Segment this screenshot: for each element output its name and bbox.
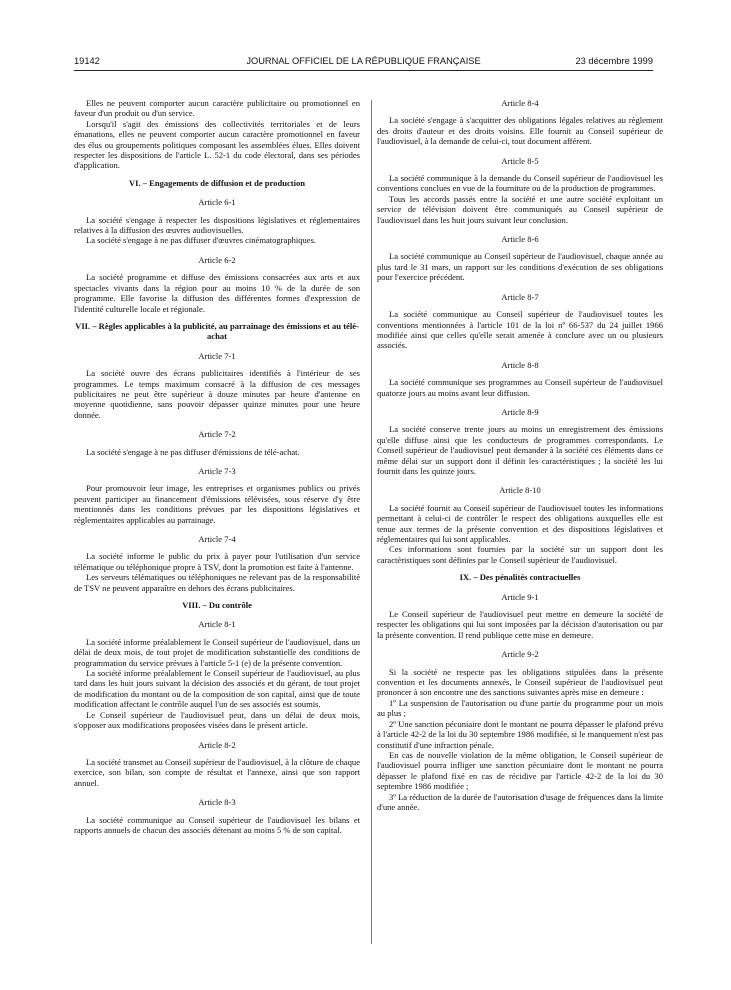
article-heading: Article 8-2 bbox=[198, 739, 236, 750]
section-heading: IX. – Des pénalités contractuelles bbox=[459, 572, 581, 583]
article-heading: Article 7-2 bbox=[198, 429, 236, 440]
article-heading: Article 7-3 bbox=[198, 465, 236, 476]
paragraph: La société communique ses programmes au Conseil supérieur de l'audiovisuel quatorze jours au moins avant leur diffusion. bbox=[377, 377, 663, 398]
paragraph: La société communique à la demande du Conseil supérieur de l'audiovisuel les conventions conclues en vue de la fourniture ou de la production de programmes. bbox=[377, 173, 663, 194]
paragraph: Elles ne peuvent comporter aucun caractère publicitaire ou promotionnel en faveur d'un produit ou d'un service. bbox=[74, 98, 360, 119]
header-rule bbox=[74, 70, 653, 71]
paragraph: Si la société ne respecte pas les obligations stipulées dans la présente convention et les documents annexés, le Conseil supérieur de l'audiovisuel peut prononcer à son encontre une des sanctions suivantes après mise en demeure : bbox=[377, 666, 663, 698]
article-heading: Article 8-1 bbox=[198, 619, 236, 630]
paragraph: 1º La suspension de l'autorisation ou d'une partie du programme pour un mois au plus ; bbox=[377, 697, 663, 719]
paragraph: Pour promouvoir leur image, les entreprises et organismes publics ou privés peuvent participer au financement d'émissions télévisées, sous réserve d'y être mentionnés dans les conditions prévues par les dispositions législatives et réglementaires applicables au parrainage. bbox=[74, 483, 360, 525]
article-heading: Article 8-8 bbox=[501, 359, 539, 370]
journal-title: JOURNAL OFFICIEL DE LA RÉPUBLIQUE FRANÇAISE bbox=[246, 56, 481, 66]
paragraph: 3º La réduction de la durée de l'autorisation d'usage de fréquences dans la limite d'une année. bbox=[377, 791, 663, 812]
paragraph: La société communique au Conseil supérieur de l'audiovisuel les bilans et rapports annuels de chacun des associés détenant au moins 5 % de son capital. bbox=[74, 814, 360, 835]
paragraph: La société s'engage à ne pas diffuser d'œuvres cinématographiques. bbox=[86, 235, 317, 246]
article-heading: Article 9-2 bbox=[501, 649, 539, 660]
paragraph: La société fournit au Conseil supérieur de l'audiovisuel toutes les informations permettant à celui-ci de contrôler le respect des obligations auxquelles elle est tenue aux termes de la présente convention et des dispositions législatives et réglementaires qui lui sont applicables. bbox=[377, 502, 663, 544]
paragraph: La société communique au Conseil supérieur de l'audiovisuel, chaque année au plus tard le 31 mars, un rapport sur les conditions d'exécution de ses obligations pour l'exercice précédent. bbox=[377, 251, 663, 283]
article-heading: Article 8-3 bbox=[198, 797, 236, 808]
article-heading: Article 6-1 bbox=[198, 197, 236, 208]
section-heading: VIII. – Du contrôle bbox=[182, 600, 252, 611]
right-column bbox=[377, 98, 663, 812]
paragraph: Lorsqu'il s'agit des émissions des collectivités territoriales et de leurs émanations, elles ne peuvent comporter aucun caractère promotionnel en faveur des élus ou groupements politiques composant les assemblées élues. Elles doivent respecter les dispositions de l'article L. 52-1 du code électoral, dans ses périodes d'application. bbox=[74, 118, 360, 171]
left-column bbox=[74, 98, 360, 835]
paragraph: La société s'engage à s'acquitter des obligations légales relatives au règlement des droits d'auteur et des droits voisins. Elle fournit au Conseil supérieur de l'audiovisuel, à la demande de celui-ci, tout document afférent. bbox=[377, 115, 663, 147]
paragraph: La société communique au Conseil supérieur de l'audiovisuel toutes les conventions mentionnées à l'article 101 de la loi nº 66-537 du 24 juillet 1966 modifiée ainsi que celles qu'elle serait amenée à conclure avec un ou plusieurs associés. bbox=[377, 309, 663, 351]
paragraph: Les serveurs télématiques ou téléphoniques ne relevant pas de la responsabilité de TSV ne peuvent apparaître en dehors des écrans publicitaires. bbox=[74, 572, 360, 593]
paragraph: Ces informations sont fournies par la société sur un support dont les caractéristiques sont définies par le Conseil supérieur de l'audiovisuel. bbox=[377, 544, 663, 565]
section-heading: VII. – Règles applicables à la publicité, au parrainage des émissions et au télé-achat bbox=[75, 320, 359, 342]
paragraph: La société informe préalablement le Conseil supérieur de l'audiovisuel, dans un délai de deux mois, de tout projet de modification substantielle des conditions de programmation du service prévues à l'article 5-1 (e) de la présente convention. bbox=[74, 636, 360, 668]
article-heading: Article 8-7 bbox=[501, 291, 539, 302]
paragraph: Le Conseil supérieur de l'audiovisuel peut, dans un délai de deux mois, s'opposer aux modifications proposées visées dans le présent article. bbox=[74, 709, 360, 731]
paragraph: 2º Une sanction pécuniaire dont le montant ne pourra dépasser le plafond prévu à l'article 42-2 de la loi du 30 septembre 1986 modifiée, si le manquement n'est pas constitutif d'une infraction pénale. bbox=[377, 718, 663, 750]
paragraph: La société s'engage à respecter les dispositions législatives et réglementaires relatives à la diffusion des œuvres audiovisuelles. bbox=[74, 214, 360, 236]
publication-date: 23 décembre 1999 bbox=[575, 56, 653, 66]
page-header bbox=[74, 56, 653, 70]
article-heading: Article 8-10 bbox=[499, 485, 541, 496]
paragraph: La société programme et diffuse des émissions consacrées aux arts et aux spectacles vivants dans la région pour au moins 10 % de la durée de son programme. Elle favorise la diffusion des différentes formes d'expression de l'identité culturelle locale et régionale. bbox=[74, 272, 360, 314]
article-heading: Article 8-9 bbox=[501, 406, 539, 417]
article-heading: Article 9-1 bbox=[501, 591, 539, 602]
paragraph: Tous les accords passés entre la société et une autre société exploitant un service de télévision doivent être communiqués au Conseil supérieur de l'audiovisuel dans les huit jours suivant leur conclusion. bbox=[377, 193, 663, 225]
paragraph: La société transmet au Conseil supérieur de l'audiovisuel, à la clôture de chaque exercice, son bilan, son compte de résultat et l'annexe, ainsi que son rapport annuel. bbox=[74, 756, 360, 788]
section-heading: VI. – Engagements de diffusion et de production bbox=[128, 177, 306, 188]
column-divider bbox=[371, 100, 372, 944]
article-heading: Article 6-2 bbox=[198, 254, 236, 265]
article-heading: Article 8-4 bbox=[501, 98, 539, 108]
paragraph: En cas de nouvelle violation de la même obligation, le Conseil supérieur de l'audiovisuel pourra infliger une sanction pécuniaire dont le montant ne pourra dépasser le plafond fixé en cas de récidive par l'article 42-2 de la loi du 30 septembre 1986 modifiée ; bbox=[377, 749, 663, 792]
article-heading: Article 8-6 bbox=[501, 234, 539, 245]
article-heading: Article 7-4 bbox=[198, 534, 236, 544]
paragraph: La société informe préalablement le Conseil supérieur de l'audiovisuel, au plus tard dans les huit jours suivant la décision des associés et du gérant, de tout projet de modification du montant ou de la composition de son capital, ainsi que de toute modification affectant le contrôle auquel l'un de ses associés est soumis. bbox=[74, 668, 360, 710]
article-heading: Article 7-1 bbox=[198, 350, 236, 361]
page-number: 19142 bbox=[74, 56, 100, 66]
paragraph: La société s'engage à ne pas diffuser d'émissions de télé-achat. bbox=[86, 446, 300, 457]
paragraph: La société ouvre des écrans publicitaires identifiés à l'intérieur de ses programmes. Le temps maximum consacré à la diffusion de ces messages publicitaires ne peut être supérieur à douze minutes par heure d'antenne en moyenne quotidienne, sans pouvoir dépasser quinze minutes pour une heure donnée. bbox=[74, 368, 360, 420]
paragraph: Le Conseil supérieur de l'audiovisuel peut mettre en demeure la société de respecter les obligations qui lui sont imposées par la décision d'autorisation ou par la présente convention. Il rend publique cette mise en demeure. bbox=[377, 609, 663, 640]
paragraph: La société conserve trente jours au moins un enregistrement des émissions qu'elle diffuse ainsi que les conducteurs de programmes correspondants. Le Conseil supérieur de l'audiovisuel peut demander à la société ces éléments dans ce même délai sur un support dont il définit les caractéristiques ; la société les lui fournit dans les quinze jours. bbox=[377, 424, 663, 476]
article-heading: Article 8-5 bbox=[501, 155, 539, 166]
paragraph: La société informe le public du prix à payer pour l'utilisation d'un service télématique ou téléphonique propre à TSV, dont la promotion est faite à l'antenne. bbox=[74, 551, 360, 572]
